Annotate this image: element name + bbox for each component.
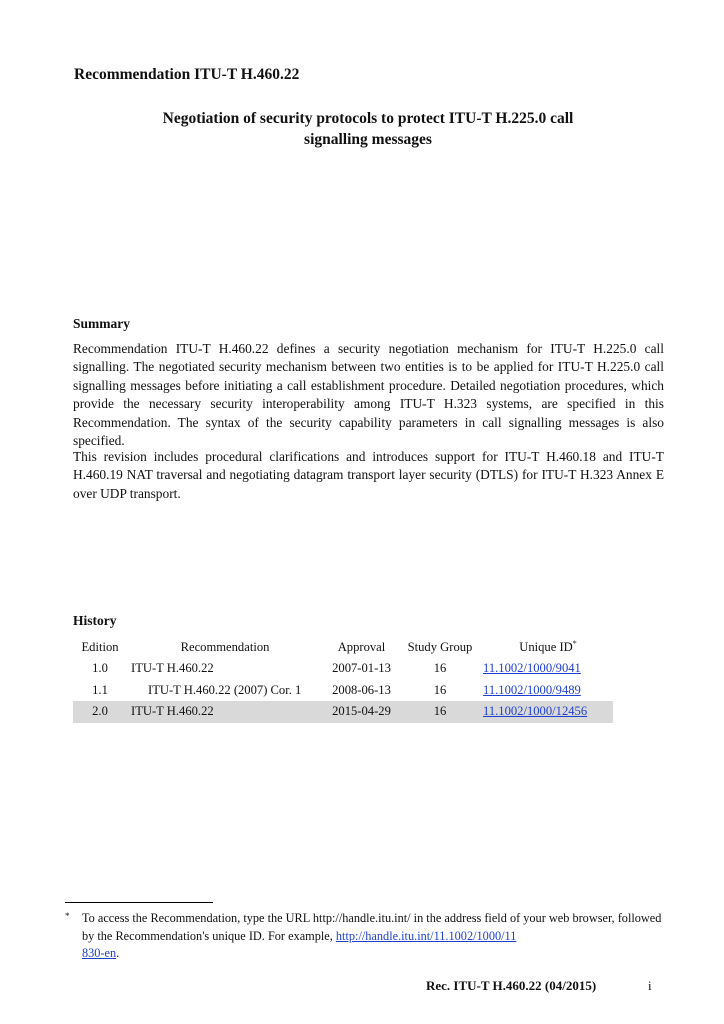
footnote-text xyxy=(82,910,665,963)
document-title xyxy=(100,108,636,150)
example-handle-link-part-1: http://handle.itu.int/11.1002/1000/11 xyxy=(335,928,517,943)
cell-edition: 1.0 xyxy=(92,661,108,676)
cell-study-group: 16 xyxy=(433,661,447,676)
col-unique-id xyxy=(480,636,613,658)
footnote-text-body: To access the Recommendation, type the URL http://handle.itu.int/ in the address field of your web browser, followed by the Recommendation's unique ID. For example, xyxy=(82,911,662,943)
footnote xyxy=(65,910,665,963)
history-heading: History xyxy=(73,613,117,628)
footnote-text-end: . xyxy=(116,946,120,960)
summary-heading: Summary xyxy=(73,316,130,331)
col-study-group: Study Group xyxy=(407,639,473,654)
cell-approval: 2015-04-29 xyxy=(323,701,400,723)
cell-unique-id xyxy=(480,658,613,680)
cell-study-group: 16 xyxy=(400,701,480,723)
unique-id-link[interactable]: 11.1002/1000/9489 xyxy=(483,682,581,697)
cell-recommendation-text: ITU-T H.460.22 xyxy=(131,704,214,719)
cell-study-group: 16 xyxy=(433,682,447,697)
cell-approval: 2007-01-13 xyxy=(332,661,391,676)
cell-recommendation-text: ITU-T H.460.22 (2007) Cor. 1 xyxy=(148,682,302,697)
example-handle-link-part-2: 830-en xyxy=(82,946,117,960)
title-line-2: signalling messages xyxy=(304,131,432,148)
summary-paragraph-1: Recommendation ITU-T H.460.22 defines a security negotiation mechanism for ITU-T H.225.0 call signalling. The negotiated security mechanism between two entities is to be applied for ITU-T H.225.0 call signalling messages before initiating a call establishment procedure. Detailed negotiation procedures, which provide the necessary security interoperability among ITU-T H.323 systems, are specified in this Recommendation. The syntax of the security capability parameters in call signalling messages is also specified. xyxy=(73,341,664,449)
col-edition: Edition xyxy=(81,639,119,654)
footnote-rule xyxy=(65,902,213,903)
cell-recommendation xyxy=(127,680,323,702)
cell-recommendation xyxy=(127,658,323,680)
col-unique-id-label: Unique ID xyxy=(519,639,573,654)
cell-edition: 1.1 xyxy=(92,682,108,697)
footer-page-number: i xyxy=(648,978,652,993)
footer-recommendation: Rec. ITU-T H.460.22 (04/2015) xyxy=(426,978,597,993)
footnote-mark: * xyxy=(65,911,70,921)
cell-recommendation-text: ITU-T H.460.22 xyxy=(131,661,214,676)
history-table xyxy=(73,636,613,723)
col-recommendation: Recommendation xyxy=(180,639,270,654)
cell-recommendation xyxy=(127,701,323,723)
summary-paragraph-2: This revision includes procedural clarifications and introduces support for ITU-T H.460.18 and ITU-T H.460.19 NAT traversal and negotiating datagram transport layer security (DTLS) for ITU-T H.323 Annex E over UDP transport. xyxy=(73,449,664,501)
history-header-row xyxy=(73,636,613,658)
unique-id-link[interactable]: 11.1002/1000/9041 xyxy=(483,661,581,676)
table-row xyxy=(73,658,613,680)
cell-unique-id xyxy=(480,680,613,702)
cell-approval: 2008-06-13 xyxy=(332,682,391,697)
unique-id-link[interactable]: 11.1002/1000/12456 xyxy=(483,704,588,719)
cell-unique-id xyxy=(480,701,613,723)
col-approval: Approval xyxy=(337,639,386,654)
table-row-highlighted xyxy=(73,701,613,723)
table-row xyxy=(73,680,613,702)
recommendation-heading: Recommendation ITU-T H.460.22 xyxy=(74,66,300,83)
footnote-marker: * xyxy=(572,638,577,648)
cell-edition: 2.0 xyxy=(73,701,127,723)
title-line-1: Negotiation of security protocols to protect ITU-T H.225.0 call xyxy=(162,110,574,127)
